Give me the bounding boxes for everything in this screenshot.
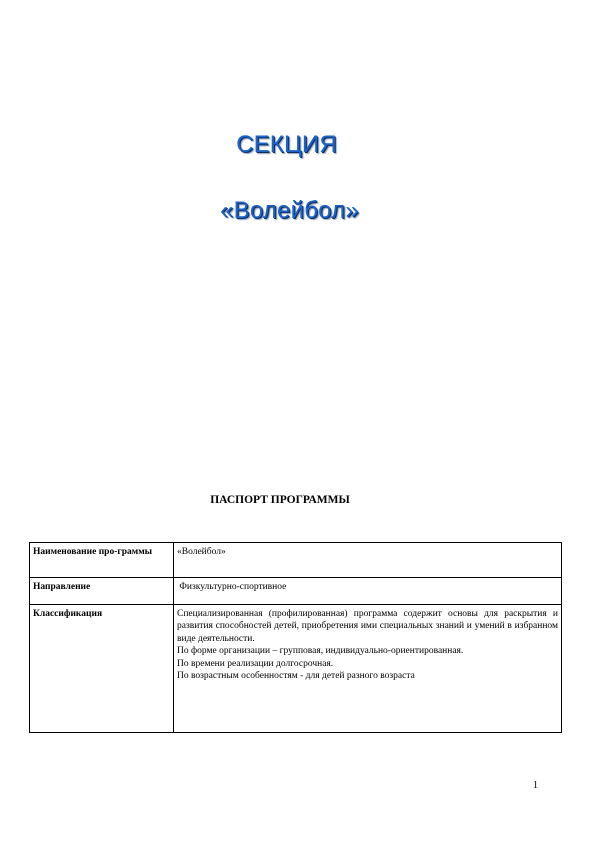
section-subtitle: «Волейбол» <box>220 197 359 224</box>
section-title: СЕКЦИЯ <box>236 131 337 158</box>
classification-age-line: По возрастным особенностям - для детей разного возраста <box>177 671 415 682</box>
row-value-classification <box>174 605 562 733</box>
table-row <box>30 605 562 733</box>
row-label-direction: Направление <box>30 578 174 605</box>
row-value-name: «Волейбол» <box>174 543 562 578</box>
page-number: 1 <box>533 780 538 791</box>
row-value-direction: Физкультурно-спортивное <box>174 578 562 605</box>
passport-heading: ПАСПОРТ ПРОГРАММЫ <box>210 494 350 506</box>
table-row <box>30 578 562 605</box>
classification-form-line: По форме организации – групповая, индивидуально-ориентированная. <box>177 646 464 657</box>
classification-paragraph: Специализированная (профилированная) программа содержит основы для раскрытия и развития способностей детей, приобретения ими специальных знаний и умений в избранном виде деятельности. <box>177 609 558 644</box>
classification-duration-line: По времени реализации долгосрочная. <box>177 658 334 669</box>
row-label-name: Наименование про-граммы <box>30 543 174 578</box>
passport-table <box>29 542 562 733</box>
table-row <box>30 543 562 578</box>
row-label-classification: Классификация <box>30 605 174 733</box>
